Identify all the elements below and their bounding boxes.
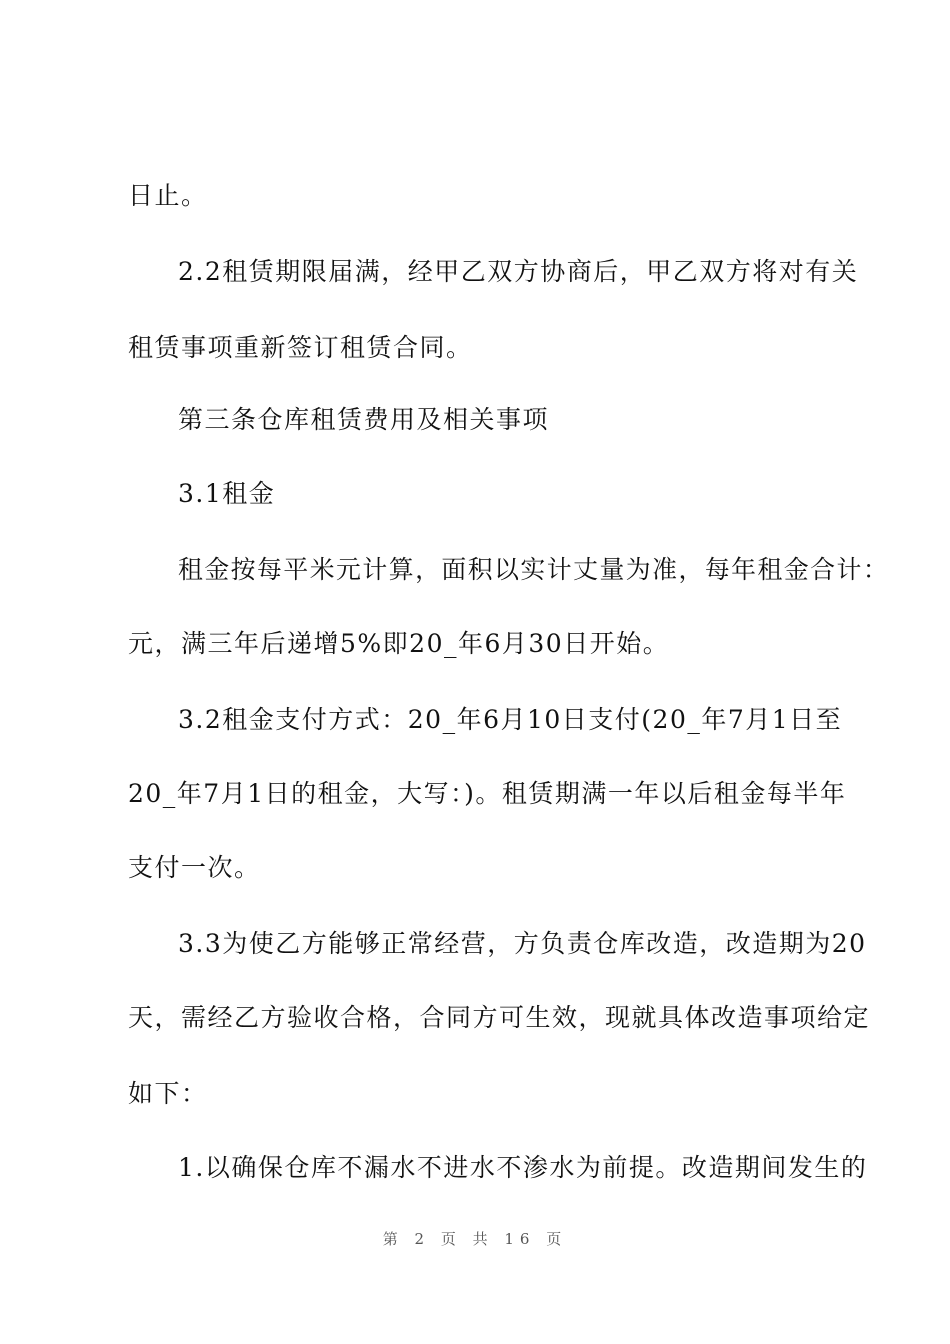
text-line: 如下： <box>128 1079 208 1108</box>
text-line: 租赁事项重新签订租赁合同。 <box>128 333 473 362</box>
text-line: 日止。 <box>128 181 208 210</box>
text-line: 3.2租金支付方式：20_年6月10日支付(20_年7月1日至 <box>178 705 843 734</box>
page-number-footer: 第 2 页 共 16 页 <box>382 1230 568 1248</box>
text-line: 1.以确保仓库不漏水不进水不渗水为前提。改造期间发生的 <box>178 1153 868 1182</box>
text-line: 元，满三年后递增5%即20_年6月30日开始。 <box>128 629 670 658</box>
subsection-heading: 3.1租金 <box>178 479 276 508</box>
section-heading: 第三条仓库租赁费用及相关事项 <box>178 405 550 434</box>
text-line: 3.3为使乙方能够正常经营，方负责仓库改造，改造期为20 <box>178 929 867 958</box>
text-line: 天，需经乙方验收合格，合同方可生效，现就具体改造事项给定 <box>128 1003 871 1032</box>
text-line: 2.2租赁期限届满，经甲乙双方协商后，甲乙双方将对有关 <box>178 257 859 286</box>
text-line: 支付一次。 <box>128 853 261 882</box>
text-line: 租金按每平米元计算，面积以实计丈量为准，每年租金合计： <box>178 555 890 584</box>
text-line: 20_年7月1日的租金，大写：)。租赁期满一年以后租金每半年 <box>128 779 847 808</box>
